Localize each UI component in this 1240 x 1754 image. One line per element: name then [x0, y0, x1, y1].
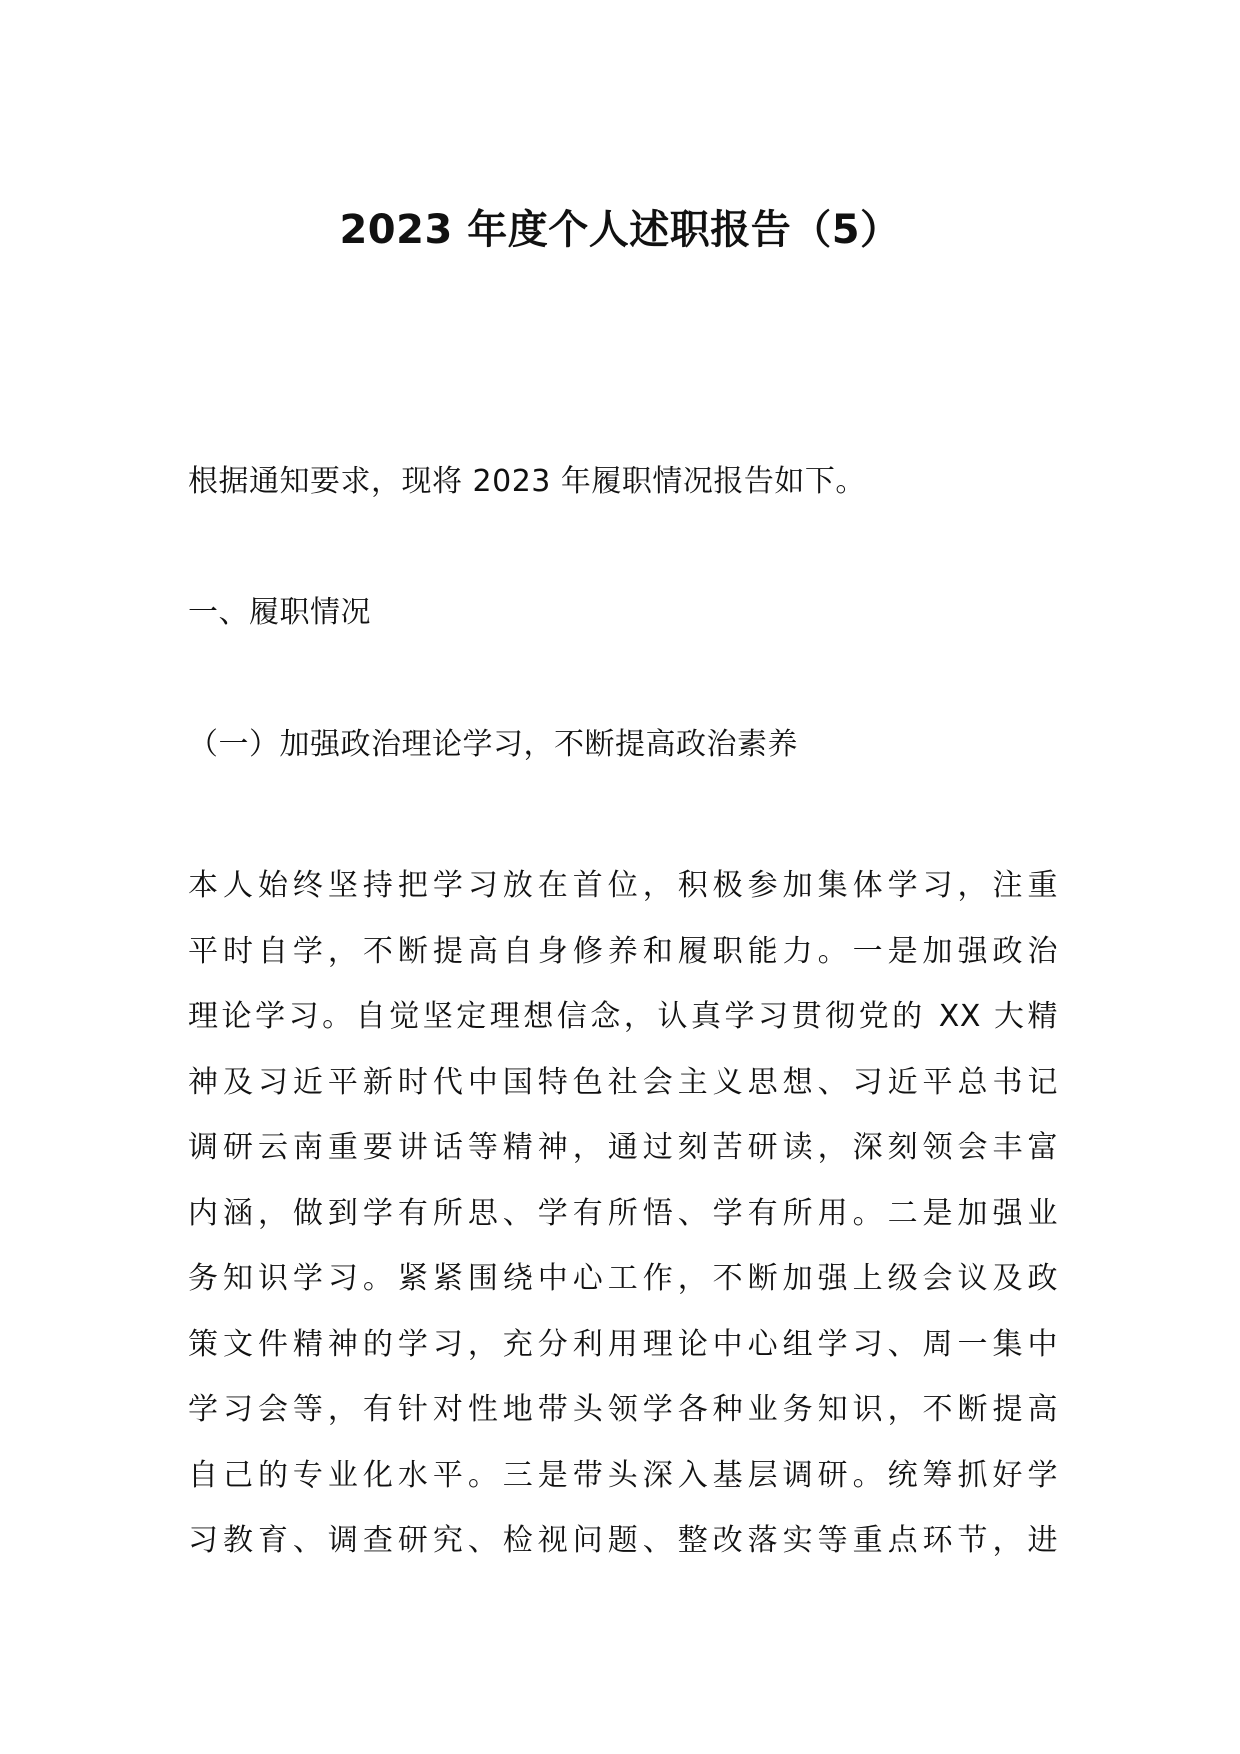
body-line: 策文件精神的学习，充分利用理论中心组学习、周一集中 — [188, 1326, 1058, 1362]
document-title: 2023 年度个人述职报告（5） — [339, 207, 901, 253]
body-line: 习教育、调查研究、检视问题、整改落实等重点环节，进 — [188, 1523, 1058, 1558]
body-line: 自己的专业化水平。三是带头深入基层调研。统筹抓好学 — [188, 1457, 1058, 1493]
body-line: 平时自学，不断提高自身修养和履职能力。一是加强政治 — [188, 933, 1058, 969]
subsection-heading: （一）加强政治理论学习，不断提高政治素养 — [188, 727, 798, 762]
section-heading: 一、履职情况 — [188, 595, 371, 630]
body-line: 内涵，做到学有所思、学有所悟、学有所用。二是加强业 — [188, 1195, 1058, 1231]
body-line: 本人始终坚持把学习放在首位，积极参加集体学习，注重 — [188, 868, 1058, 903]
body-line: 理论学习。自觉坚定理想信念，认真学习贯彻党的 XX 大精 — [188, 999, 1058, 1034]
body-line: 神及习近平新时代中国特色社会主义思想、习近平总书记 — [188, 1064, 1058, 1100]
body-line: 务知识学习。紧紧围绕中心工作，不断加强上级会议及政 — [188, 1261, 1058, 1296]
body-line: 调研云南重要讲话等精神，通过刻苦研读，深刻领会丰富 — [188, 1130, 1058, 1165]
body-paragraph — [188, 853, 1058, 1574]
body-line: 学习会等，有针对性地带头领学各种业务知识，不断提高 — [188, 1392, 1058, 1427]
intro-paragraph: 根据通知要求，现将 2023 年履职情况报告如下。 — [188, 464, 866, 499]
